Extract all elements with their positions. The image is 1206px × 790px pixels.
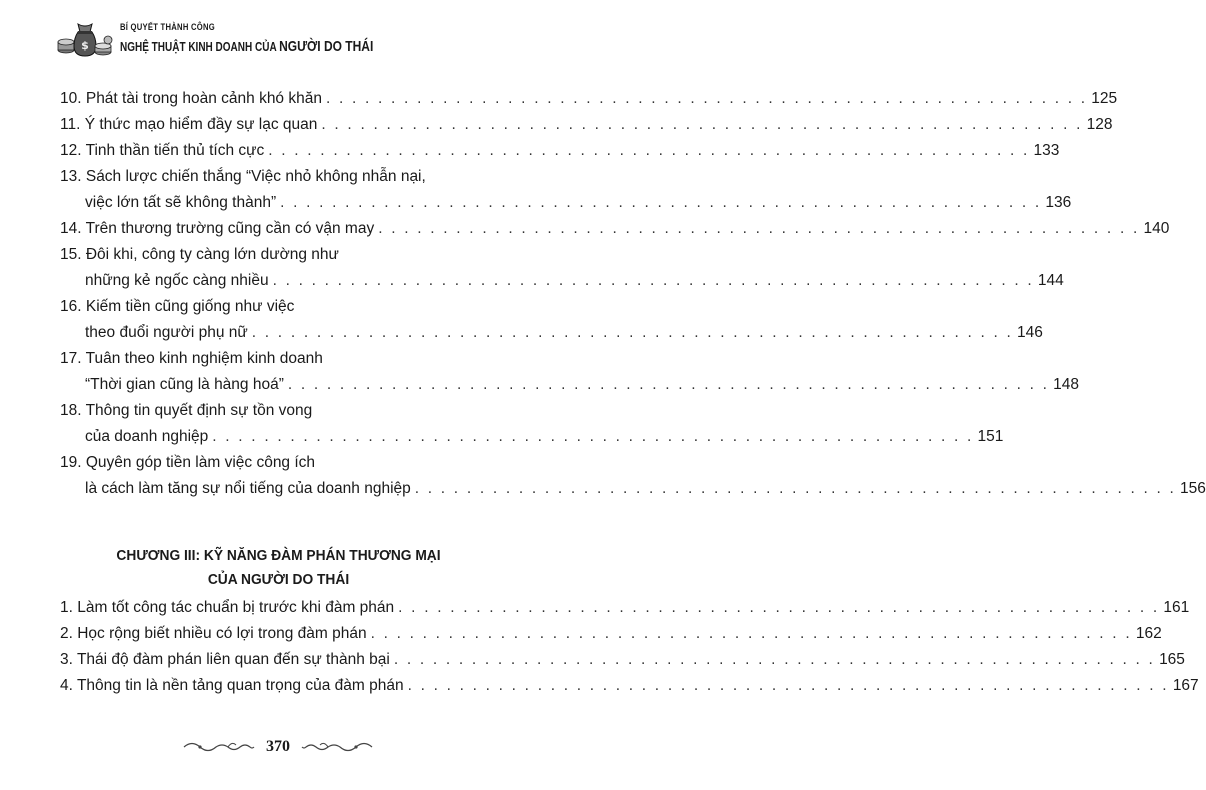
toc-entry-title: 16. Kiếm tiền cũng giống như việc <box>60 298 295 315</box>
toc-entry-title: theo đuổi người phụ nữ <box>85 324 248 341</box>
toc-page-number: 148 <box>1053 376 1079 393</box>
toc-entry-title: “Thời gian cũng là hàng hoá” <box>85 376 284 393</box>
book-title-emphasis: NGƯỜI DO THÁI <box>279 38 374 55</box>
toc-entry-title: 18. Thông tin quyết định sự tồn vong <box>60 402 313 419</box>
book-title-prefix: NGHỆ THUẬT KINH DOANH CỦA <box>120 40 277 54</box>
dot-leader: . . . . . . . . . . . . . . . . . . . . . . . . . . . . . . . . . . . . . . . . . . . . . . . . . . . . . . . . . . . <box>370 625 1132 642</box>
page-number: 370 <box>266 738 290 755</box>
dot-leader: . . . . . . . . . . . . . . . . . . . . . . . . . . . . . . . . . . . . . . . . . . . . . . . . . . . . . . . . . . . <box>280 194 1042 211</box>
dot-leader: . . . . . . . . . . . . . . . . . . . . . . . . . . . . . . . . . . . . . . . . . . . . . . . . . . . . . . . . . . . <box>414 480 1177 497</box>
toc-page-number: 165 <box>1159 651 1185 668</box>
toc-page-number: 125 <box>1091 90 1118 107</box>
dot-leader: . . . . . . . . . . . . . . . . . . . . . . . . . . . . . . . . . . . . . . . . . . . . . . . . . . . . . . . . . . . <box>287 376 1050 393</box>
toc-entry-title: 11. Ý thức mạo hiểm đầy sự lạc quan <box>60 116 318 133</box>
toc-entry <box>60 86 1118 112</box>
toc-entry-line <box>60 673 1199 699</box>
chapter-heading <box>71 544 486 592</box>
toc-entry-title: 14. Trên thương trường cũng cần có vận may <box>60 220 375 237</box>
toc-entry-line <box>60 476 1206 502</box>
dot-leader: . . . . . . . . . . . . . . . . . . . . . . . . . . . . . . . . . . . . . . . . . . . . . . . . . . . . . . . . . . . <box>272 272 1034 289</box>
toc-entry <box>60 450 1206 502</box>
toc-entry <box>60 216 1170 242</box>
toc-entry-line <box>60 398 497 424</box>
toc-entry <box>60 621 1162 647</box>
flourish-ornament-icon <box>182 739 256 755</box>
toc-entry-line <box>60 138 1060 164</box>
toc-entry <box>60 112 1113 138</box>
toc-entry <box>60 346 1079 398</box>
toc-page-number: 144 <box>1037 272 1064 289</box>
toc-entry-title: 3. Thái độ đàm phán liên quan đến sự thành bại <box>60 651 390 668</box>
toc-entry-line <box>60 424 1004 450</box>
dot-leader: . . . . . . . . . . . . . . . . . . . . . . . . . . . . . . . . . . . . . . . . . . . . . . . . . . . . . . . . . . . <box>398 599 1160 616</box>
toc-page-number: 128 <box>1086 116 1113 133</box>
toc-entry-line <box>60 595 1190 621</box>
toc-entry-title: 15. Đôi khi, công ty càng lớn dường như <box>60 246 339 263</box>
toc-entry-title: những kẻ ngốc càng nhiều <box>85 272 269 289</box>
toc-entry-line <box>60 242 497 268</box>
dot-leader: . . . . . . . . . . . . . . . . . . . . . . . . . . . . . . . . . . . . . . . . . . . . . . . . . . . . . . . . . . . <box>393 651 1156 668</box>
toc-entry-line <box>60 346 497 372</box>
dot-leader: . . . . . . . . . . . . . . . . . . . . . . . . . . . . . . . . . . . . . . . . . . . . . . . . . . . . . . . . . . . <box>407 677 1169 694</box>
toc-entry-title: là cách làm tăng sự nổi tiếng của doanh nghiệp <box>85 480 411 497</box>
toc-entry-line <box>60 112 1113 138</box>
svg-text:$: $ <box>81 39 89 52</box>
toc-entry <box>60 242 1064 294</box>
toc-entry-line <box>60 86 1118 112</box>
toc-entry-title: của doanh nghiệp <box>85 428 209 445</box>
toc-list-chapter-2 <box>60 86 1206 502</box>
toc-entry <box>60 138 1060 164</box>
toc-entry-line <box>60 372 1079 398</box>
toc-page-number: 133 <box>1033 142 1060 159</box>
toc-entry-line <box>60 294 497 320</box>
toc-page-number: 151 <box>977 428 1004 445</box>
book-title <box>120 38 373 55</box>
toc-page-number: 156 <box>1180 480 1206 497</box>
toc-page-number: 146 <box>1017 324 1043 341</box>
flourish-ornament-icon <box>300 739 374 755</box>
toc-entry-title: 10. Phát tài trong hoàn cảnh khó khăn <box>60 90 322 107</box>
toc-entry-line <box>60 190 1072 216</box>
toc-entry <box>60 647 1185 673</box>
toc-entry <box>60 164 1072 216</box>
toc-entry-title: 17. Tuân theo kinh nghiệm kinh doanh <box>60 350 323 367</box>
toc-page-number: 162 <box>1135 625 1162 642</box>
toc-list-chapter-3 <box>60 595 1199 699</box>
toc-entry-line <box>60 647 1185 673</box>
toc-entry <box>60 294 1043 346</box>
toc-entry <box>60 673 1199 699</box>
toc-page-number: 136 <box>1045 194 1072 211</box>
toc-page-number: 161 <box>1163 599 1190 616</box>
chapter-heading-line-1: CHƯƠNG III: KỸ NĂNG ĐÀM PHÁN THƯƠNG MẠI <box>116 548 441 564</box>
toc-entry-line <box>60 320 1043 346</box>
toc-entry-title: 2. Học rộng biết nhiều có lợi trong đàm phán <box>60 625 367 642</box>
dot-leader: . . . . . . . . . . . . . . . . . . . . . . . . . . . . . . . . . . . . . . . . . . . . . . . . . . . . . . . . . . . <box>321 116 1083 133</box>
toc-entry-title: 19. Quyên góp tiền làm việc công ích <box>60 454 316 471</box>
page-footer <box>0 732 556 762</box>
chapter-heading-line-2: CỦA NGƯỜI DO THÁI <box>207 572 350 588</box>
toc-entry-line <box>60 164 497 190</box>
toc-entry-title: 1. Làm tốt công tác chuẩn bị trước khi đàm phán <box>60 599 395 616</box>
toc-entry-line <box>60 268 1064 294</box>
running-header <box>56 18 536 62</box>
series-title: BÍ QUYẾT THÀNH CÔNG <box>120 22 215 32</box>
toc-entry-line <box>60 216 1170 242</box>
dot-leader: . . . . . . . . . . . . . . . . . . . . . . . . . . . . . . . . . . . . . . . . . . . . . . . . . . . . . . . . . . . <box>378 220 1140 237</box>
toc-entry-title: 12. Tinh thần tiến thủ tích cực <box>60 142 265 159</box>
toc-page-number: 167 <box>1172 677 1199 694</box>
dot-leader: . . . . . . . . . . . . . . . . . . . . . . . . . . . . . . . . . . . . . . . . . . . . . . . . . . . . . . . . . . . <box>251 324 1014 341</box>
toc-entry-line <box>60 621 1162 647</box>
toc-entry <box>60 398 1004 450</box>
toc-entry-line <box>60 450 497 476</box>
toc-entry-title: 4. Thông tin là nền tảng quan trọng của đàm phán <box>60 677 404 694</box>
toc-page-number: 140 <box>1143 220 1170 237</box>
dot-leader: . . . . . . . . . . . . . . . . . . . . . . . . . . . . . . . . . . . . . . . . . . . . . . . . . . . . . . . . . . . <box>325 90 1088 107</box>
toc-entry-title: 13. Sách lược chiến thắng “Việc nhỏ không nhẫn nại, <box>60 168 426 185</box>
dot-leader: . . . . . . . . . . . . . . . . . . . . . . . . . . . . . . . . . . . . . . . . . . . . . . . . . . . . . . . . . . . <box>268 142 1030 159</box>
dot-leader: . . . . . . . . . . . . . . . . . . . . . . . . . . . . . . . . . . . . . . . . . . . . . . . . . . . . . . . . . . . <box>212 428 974 445</box>
toc-entry <box>60 595 1190 621</box>
money-bag-icon <box>56 18 114 58</box>
toc-entry-title: việc lớn tất sẽ không thành” <box>85 194 277 211</box>
